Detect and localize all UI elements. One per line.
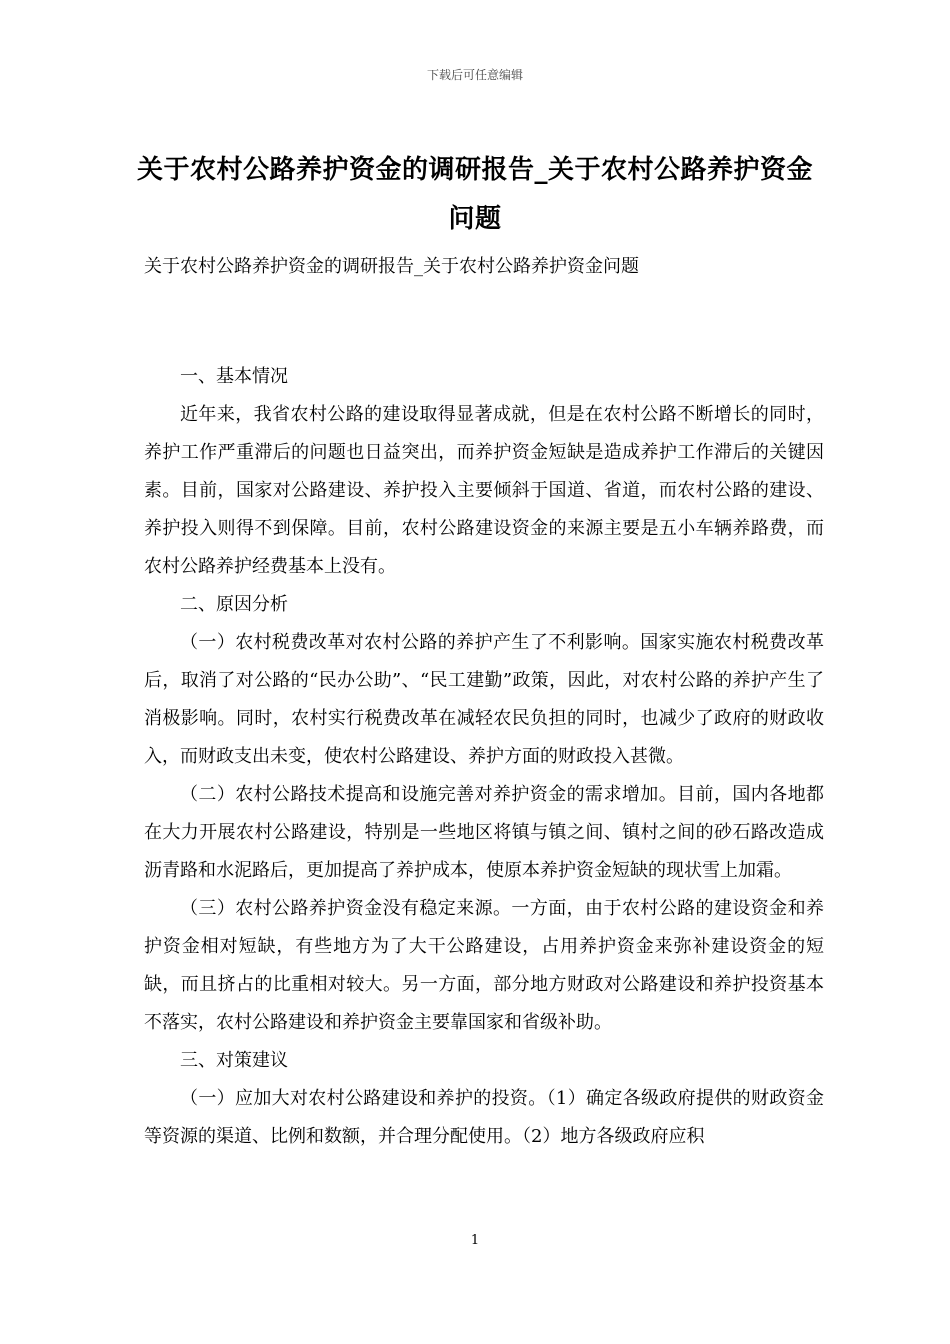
- section-heading-cause-analysis: 二、原因分析: [180, 594, 288, 615]
- document-title-line-1: 关于农村公路养护资金的调研报告_关于农村公路养护资金: [136, 155, 813, 185]
- section-heading-basic-situation: 一、基本情况: [180, 366, 288, 387]
- section-heading-countermeasures: 三、对策建议: [180, 1050, 288, 1071]
- header-note: 下载后可任意编辑: [426, 68, 523, 82]
- paragraph: （一）农村税费改革对农村公路的养护产生了不利影响。国家实施农村税费改革后，取消了对公路的“民办公助”、“民工建勤”政策，因此，对农村公路的养护产生了消极影响。同时，农村实行税费改革在减轻农民负担的同时，也减少了政府的财政收入，而财政支出未变，使农村公路建设、养护方面的财政投入甚微。: [144, 632, 824, 767]
- page-number: 1: [470, 1233, 480, 1248]
- paragraph: （三）农村公路养护资金没有稳定来源。一方面，由于农村公路的建设资金和养护资金相对短缺，有些地方为了大干公路建设，占用养护资金来弥补建设资金的短缺，而且挤占的比重相对较大。另一方面，部分地方财政对公路建设和养护投资基本不落实，农村公路建设和养护资金主要靠国家和省级补助。: [144, 898, 824, 1033]
- document-body: [144, 358, 824, 1156]
- paragraph: 近年来，我省农村公路的建设取得显著成就，但是在农村公路不断增长的同时，养护工作严重滞后的问题也日益突出，而养护资金短缺是造成养护工作滞后的关键因素。目前，国家对公路建设、养护投入主要倾斜于国道、省道，而农村公路的建设、养护投入则得不到保障。目前，农村公路建设资金的来源主要是五小车辆养路费，而农村公路养护经费基本上没有。: [144, 404, 824, 577]
- paragraph: （二）农村公路技术提高和设施完善对养护资金的需求增加。目前，国内各地都在大力开展农村公路建设，特别是一些地区将镇与镇之间、镇村之间的砂石路改造成沥青路和水泥路后，更加提高了养护成本，使原本养护资金短缺的现状雪上加霜。: [144, 784, 824, 881]
- paragraph: （一）应加大对农村公路建设和养护的投资。（1）确定各级政府提供的财政资金等资源的渠道、比例和数额，并合理分配使用。（2）地方各级政府应积: [144, 1088, 824, 1147]
- document-title-line-2: 问题: [448, 204, 502, 234]
- document-subtitle: 关于农村公路养护资金的调研报告_关于农村公路养护资金问题: [144, 256, 639, 277]
